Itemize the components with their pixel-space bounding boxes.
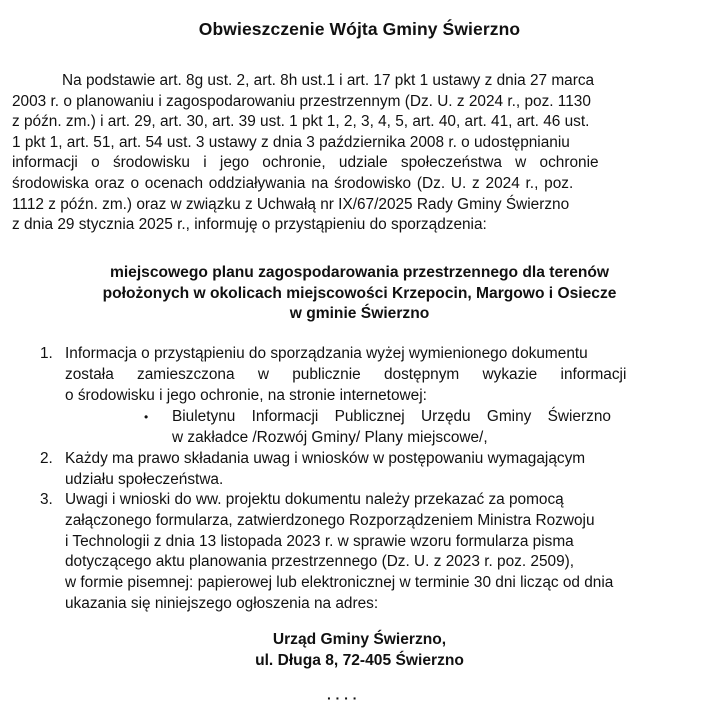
intro-line: z późn. zm.) i art. 29, art. 30, art. 39 ust. 1 pkt 1, 2, 3, 4, 5, art. 40, art. 41, art. 46 ust. bbox=[12, 113, 590, 131]
list-item-line: Informacja o przystąpieniu do sporządzania wyżej wymienionego dokumentu bbox=[65, 345, 588, 362]
intro-paragraph bbox=[12, 71, 702, 236]
intro-line: Na podstawie art. 8g ust. 2, art. 8h ust.1 i art. 17 pkt 1 ustawy z dnia 27 marca bbox=[62, 72, 595, 89]
plan-title-line: w gminie Świerzno bbox=[289, 305, 430, 322]
plan-title bbox=[0, 263, 719, 325]
document-title: Obwieszczenie Wójta Gminy Świerzno bbox=[198, 19, 521, 39]
list-item-number: 2. bbox=[40, 450, 53, 467]
intro-line: środowiska oraz o ocenach oddziaływania na środowisko (Dz. U. z 2024 r., poz. bbox=[12, 174, 574, 192]
address-block bbox=[0, 629, 719, 671]
intro-line: 1112 z późn. zm.) oraz w związku z Uchwałą nr IX/67/2025 Rady Gminy Świerzno bbox=[12, 195, 570, 213]
list-item-line: ukazania się niniejszego ogłoszenia na adres: bbox=[65, 594, 379, 612]
list-item-text bbox=[65, 490, 690, 615]
list-item-text bbox=[65, 344, 690, 406]
bullet-text bbox=[172, 407, 687, 449]
intro-line: informacji o środowisku i jego ochronie, udziale społeczeństwa w ochronie bbox=[12, 154, 599, 172]
list-item-text bbox=[65, 449, 690, 491]
intro-line: z dnia 29 stycznia 2025 r., informuję o przystąpieniu do sporządzenia: bbox=[12, 216, 487, 234]
list-item-line: o środowisku i jego ochronie, na stronie internetowej: bbox=[65, 386, 427, 404]
plan-title-line: miejscowego planu zagospodarowania przestrzennego dla terenów bbox=[109, 264, 610, 281]
intro-line: 2003 r. o planowaniu i zagospodarowaniu przestrzennym (Dz. U. z 2024 r., poz. 1130 bbox=[12, 92, 591, 110]
list-item-line: Uwagi i wnioski do ww. projektu dokumentu należy przekazać za pomocą bbox=[65, 491, 564, 508]
list-item-line: załączonego formularza, zatwierdzonego Rozporządzeniem Ministra Rozwoju bbox=[65, 511, 595, 529]
plan-title-line: położonych w okolicach miejscowości Krzepocin, Margowo i Osiecze bbox=[102, 284, 617, 302]
list-item-number: 1. bbox=[40, 345, 53, 362]
address-line: ul. Długa 8, 72-405 Świerzno bbox=[255, 652, 464, 669]
bullet-icon: • bbox=[144, 410, 149, 424]
list-item-line: udziału społeczeństwa. bbox=[65, 470, 224, 488]
list-item-line: w formie pisemnej: papierowej lub elektronicznej w terminie 30 dni licząc od dnia bbox=[65, 574, 614, 592]
list-item-line: Każdy ma prawo składania uwag i wniosków w postępowaniu wymagającym bbox=[65, 450, 586, 467]
bullet-line: w zakładce /Rozwój Gminy/ Plany miejscowe/, bbox=[172, 428, 488, 446]
list-item-line: dotyczącego aktu planowania przestrzennego (Dz. U. z 2023 r. poz. 2509), bbox=[65, 553, 575, 571]
intro-line: 1 pkt 1, art. 51, art. 54 ust. 3 ustawy z dnia 3 października 2008 r. o udostępnianiu bbox=[12, 133, 570, 151]
bullet-line: Biuletynu Informacji Publicznej Urzędu Gminy Świerzno bbox=[172, 408, 611, 425]
cut-off-text: · · · · bbox=[327, 690, 358, 706]
list-item-number: 3. bbox=[40, 491, 53, 508]
list-item-line: została zamieszczona w publicznie dostępnym wykazie informacji bbox=[65, 365, 627, 383]
list-item-line: i Technologii z dnia 13 listopada 2023 r. w sprawie wzoru formularza pisma bbox=[65, 532, 574, 550]
address-line: Urząd Gminy Świerzno, bbox=[272, 631, 447, 648]
